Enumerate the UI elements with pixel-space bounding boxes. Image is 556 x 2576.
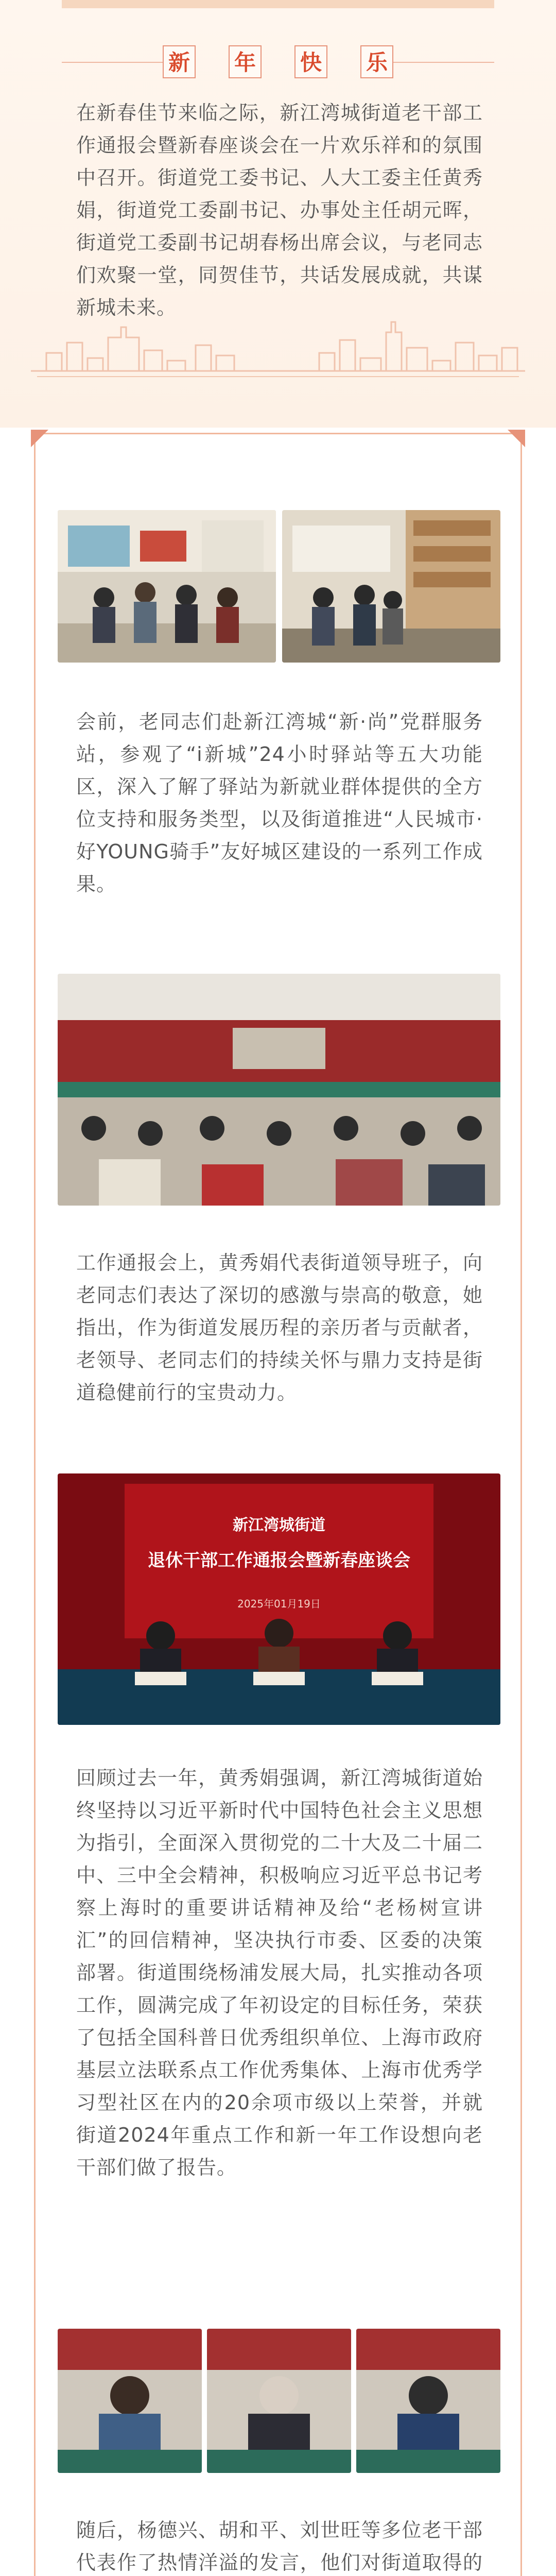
banner-line2: 退休干部工作通报会暨新春座谈会 [148, 1550, 410, 1571]
photo-speaker-3 [356, 2329, 500, 2473]
header-top-band [62, 0, 494, 8]
greeting-title [0, 45, 556, 78]
intro-paragraph: 在新春佳节来临之际，新江湾城街道老干部工作通报会暨新春座谈会在一片欢乐祥和的氛围中召开。街道党工委书记、人大工委主任黄秀娟，街道党工委副书记、办事处主任胡元晖，街道党工委副书记胡春杨出席会议，与老同志们欢聚一堂，同贺佳节，共话发展成就，共谋新城未来。 [76, 101, 483, 319]
title-char: 年 [229, 45, 262, 78]
banner-line1: 新江湾城街道 [233, 1516, 325, 1534]
photo-meeting-rostrum [58, 1473, 500, 1725]
photo-service-station-visit-2 [282, 510, 500, 663]
banner-date: 2025年01月19日 [237, 1598, 321, 1610]
title-char: 新 [163, 45, 196, 78]
photo-service-station-visit-1 [58, 510, 276, 663]
section-paragraph: 随后，杨德兴、胡和平、刘世旺等多位老干部代表作了热情洋溢的发言，他们对街道取得的 [76, 2519, 483, 2574]
header-section [0, 0, 556, 428]
header-divider [37, 376, 519, 377]
section-paragraph: 回顾过去一年，黄秀娟强调，新江湾城街道始终坚持以习近平新时代中国特色社会主义思想为指引，全面深入贯彻党的二十大及二十届二中、三中全会精神，积极响应习近平总书记考察上海时的重要讲话精神及给“老杨树宣讲汇”的回信精神，坚决执行市委、区委的决策部署。街道围绕杨浦发展大局，扎实推动各项工作，圆满完成了年初设定的目标任务，荣获了包括全国科普日优秀组织单位、上海市政府基层立法联系点工作优秀集体、上海市优秀学习型社区在内的20余项市级以上荣誉，并就街道2024年重点工作和新一年工作设想向老干部们做了报告。 [76, 1767, 483, 2179]
title-char: 快 [294, 45, 327, 78]
photo-meeting-audience [58, 974, 500, 1206]
title-char: 乐 [360, 45, 393, 78]
photo-speaker-2 [207, 2329, 351, 2473]
photo-speaker-1 [58, 2329, 202, 2473]
section-paragraph: 会前，老同志们赴新江湾城“新·尚”党群服务站，参观了“i新城”24小时驿站等五大功能区，深入了解了驿站为新就业群体提供的全方位支持和服务类型，以及街道推进“人民城市·好YOUNG骑手”友好城区建设的一系列工作成果。 [76, 710, 483, 895]
city-skyline-illustration [31, 317, 525, 374]
section-paragraph: 工作通报会上，黄秀娟代表街道领导班子，向老同志们表达了深切的感激与崇高的敬意，她指出，作为街道发展历程的亲历者与贡献者，老领导、老同志们的持续关怀与鼎力支持是街道稳健前行的宝贵动力。 [76, 1251, 483, 1404]
